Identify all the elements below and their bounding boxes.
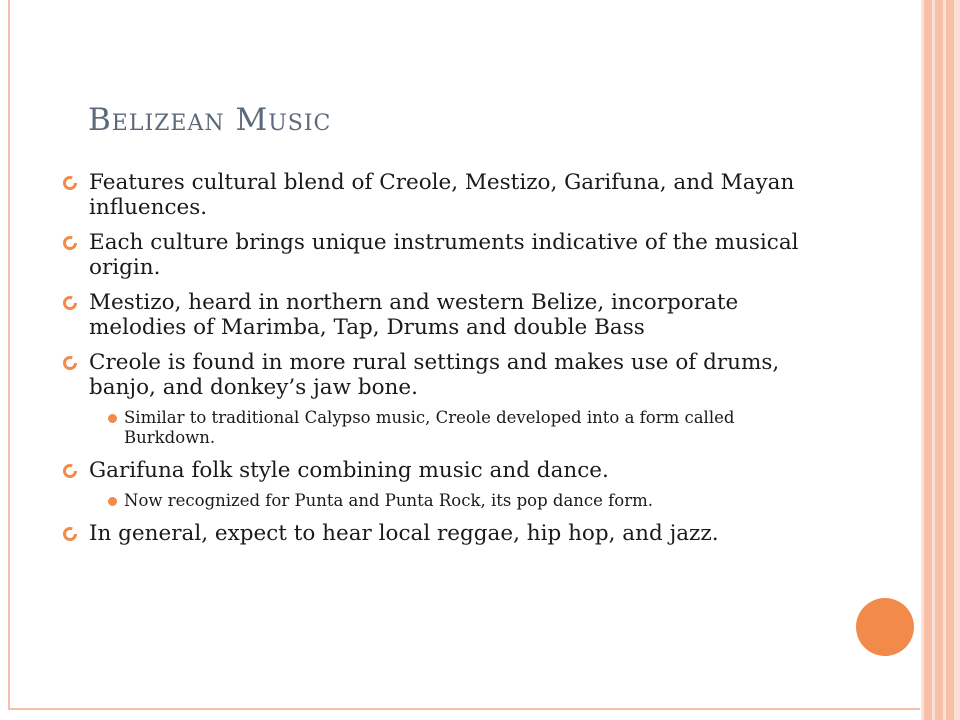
ring-bullet-icon <box>62 355 78 371</box>
ring-bullet-icon <box>62 463 78 479</box>
slide-title: Belizean Music <box>88 102 332 138</box>
ring-bullet-icon <box>62 526 78 542</box>
bullet-item <box>62 521 822 546</box>
subbullet-text: Now recognized for Punta and Punta Rock, its pop dance form. <box>124 491 653 510</box>
bullet-text: Mestizo, heard in northern and western Belize, incorporate melodies of Marimba, Tap, Drums and double Bass <box>89 290 739 340</box>
bullet-item <box>62 170 822 220</box>
ring-bullet-icon <box>62 295 78 311</box>
bullet-text: Creole is found in more rural settings and makes use of drums, banjo, and donkey’s jaw bone. <box>89 350 780 400</box>
bullet-text: Each culture brings unique instruments indicative of the musical origin. <box>89 230 799 280</box>
bullet-item <box>62 230 822 280</box>
ring-bullet-icon <box>62 175 78 191</box>
bullet-item <box>62 290 822 340</box>
bullet-list <box>62 170 822 556</box>
decorative-circle <box>856 598 914 656</box>
dot-bullet-icon <box>108 497 117 506</box>
subbullet-text: Similar to traditional Calypso music, Creole developed into a form called Burkdown. <box>124 408 735 447</box>
bullet-text: Garifuna folk style combining music and dance. <box>89 458 609 483</box>
ring-bullet-icon <box>62 235 78 251</box>
bullet-text: Features cultural blend of Creole, Mestizo, Garifuna, and Mayan influences. <box>89 170 795 220</box>
subbullet-item <box>62 491 822 511</box>
bullet-item <box>62 350 822 400</box>
decorative-stripes <box>921 0 960 720</box>
bullet-text: In general, expect to hear local reggae, hip hop, and jazz. <box>89 521 719 546</box>
dot-bullet-icon <box>108 414 117 423</box>
subbullet-item <box>62 408 822 448</box>
bullet-item <box>62 458 822 483</box>
